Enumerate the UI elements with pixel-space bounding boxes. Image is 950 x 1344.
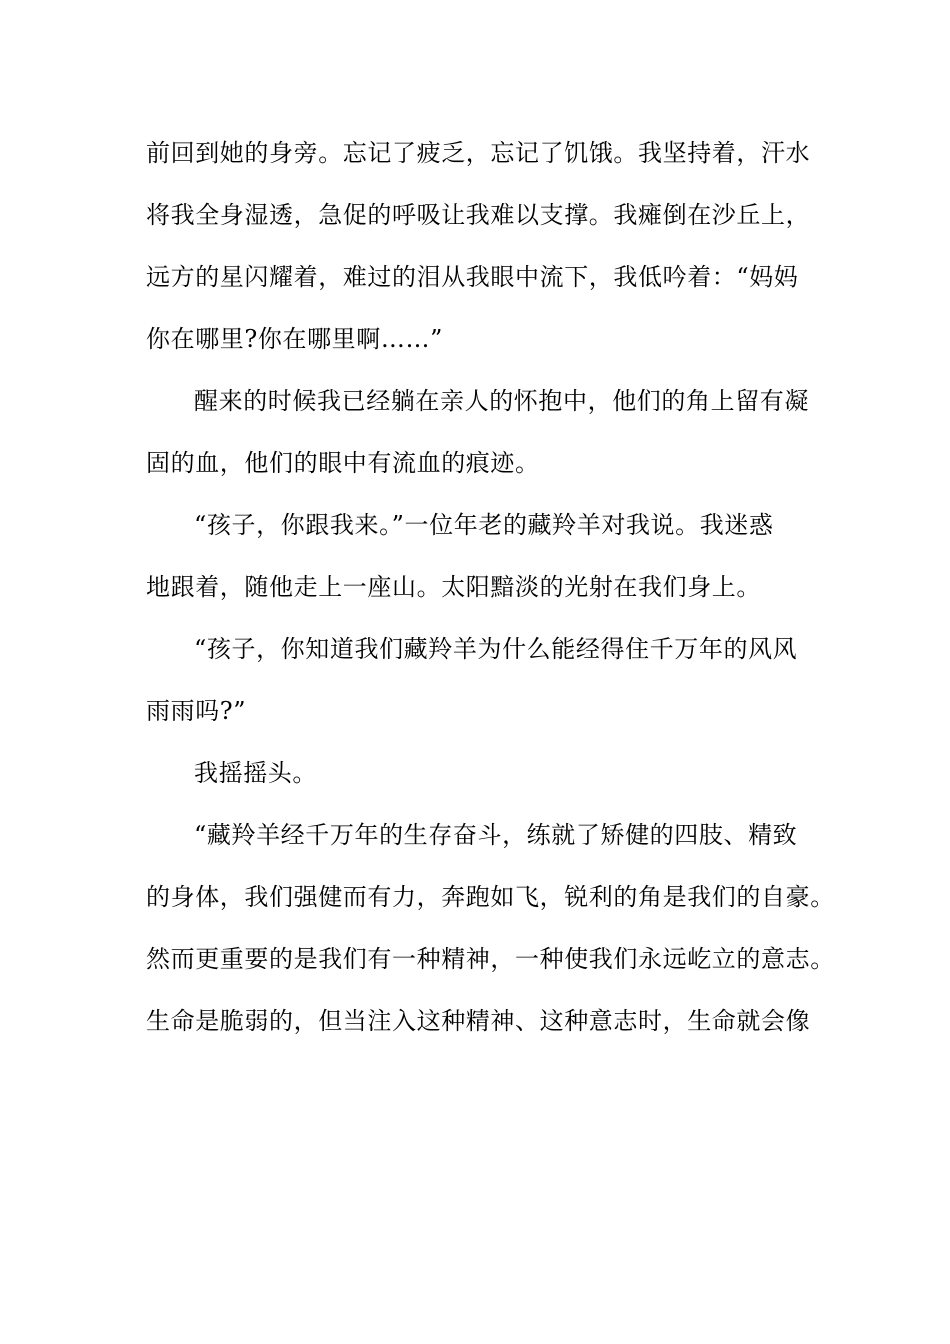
paragraph-first-line: 醒来的时候我已经躺在亲人的怀抱中，他们的角上留有凝 [194, 387, 809, 415]
text-line: 固的血，他们的眼中有流血的痕迹。 [146, 449, 540, 477]
text-line: 前回到她的身旁。忘记了疲乏，忘记了饥饿。我坚持着，汗水 [146, 139, 811, 167]
text-line: 的身体，我们强健而有力，奔跑如飞，锐利的角是我们的自豪。 [146, 883, 835, 911]
text-line: 将我全身湿透，急促的呼吸让我难以支撑。我瘫倒在沙丘上， [146, 201, 811, 229]
text-line: 你在哪里?你在哪里啊……” [146, 325, 443, 353]
text-line: 雨雨吗?” [146, 697, 247, 725]
text-line: 生命是脆弱的，但当注入这种精神、这种意志时，生命就会像 [146, 1007, 811, 1035]
text-line: 地跟着，随他走上一座山。太阳黯淡的光射在我们身上。 [146, 573, 761, 601]
paragraph-first-line: “孩子，你跟我来。”一位年老的藏羚羊对我说。我迷惑 [194, 511, 774, 539]
text-line: 然而更重要的是我们有一种精神，一种使我们永远屹立的意志。 [146, 945, 835, 973]
paragraph-first-line: “藏羚羊经千万年的生存奋斗，练就了矫健的四肢、精致 [194, 821, 798, 849]
paragraph-first-line: “孩子，你知道我们藏羚羊为什么能经得住千万年的风风 [194, 635, 798, 663]
paragraph-first-line: 我摇摇头。 [194, 759, 317, 787]
document-body [146, 122, 835, 1052]
text-line: 远方的星闪耀着，难过的泪从我眼中流下，我低吟着：“妈妈 [146, 263, 799, 291]
